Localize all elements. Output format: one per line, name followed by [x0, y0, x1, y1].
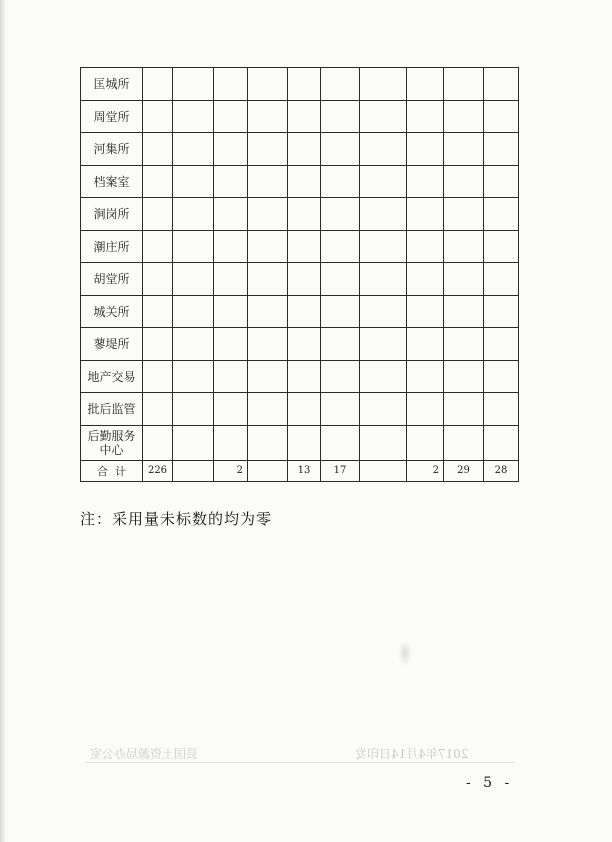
row-label: 潮庄所 [81, 230, 143, 263]
table-cell [360, 133, 407, 166]
table-cell [444, 230, 484, 263]
table-cell [407, 328, 444, 361]
table-cell [360, 198, 407, 231]
table-cell [173, 425, 214, 460]
table-cell [407, 68, 444, 101]
table-cell [248, 295, 288, 328]
table-cell [214, 328, 248, 361]
table-cell [407, 100, 444, 133]
table-cell [288, 328, 321, 361]
table-cell [407, 360, 444, 393]
table-cell [360, 165, 407, 198]
row-label [81, 425, 143, 460]
table-cell [444, 68, 484, 101]
table-cell [484, 198, 519, 231]
table-cell [360, 230, 407, 263]
table-row [81, 263, 519, 296]
table-cell [288, 198, 321, 231]
table-cell [288, 360, 321, 393]
table-cell [143, 68, 173, 101]
footer-bleedthrough-left: 县国土资源局办公室 [90, 747, 199, 761]
table-row [81, 100, 519, 133]
total-cell: 29 [444, 460, 484, 481]
table-cell [214, 263, 248, 296]
table-cell [288, 263, 321, 296]
table-cell [484, 133, 519, 166]
table-cell [173, 198, 214, 231]
table-cell [143, 393, 173, 426]
total-cell: 226 [143, 460, 173, 481]
table-cell [360, 328, 407, 361]
table-cell [484, 100, 519, 133]
table-cell [248, 230, 288, 263]
row-label: 城关所 [81, 295, 143, 328]
table-cell [444, 198, 484, 231]
table-cell [173, 230, 214, 263]
table-cell [360, 295, 407, 328]
table-cell [248, 263, 288, 296]
table-row [81, 230, 519, 263]
table-cell [407, 230, 444, 263]
table-cell [444, 425, 484, 460]
table-cell [407, 295, 444, 328]
table-cell [143, 230, 173, 263]
row-label-line: 后勤服务 [87, 428, 136, 443]
total-row [81, 460, 519, 481]
row-label: 蓼堤所 [81, 328, 143, 361]
table-cell [288, 165, 321, 198]
table-cell [444, 393, 484, 426]
table-cell [248, 100, 288, 133]
table-cell [360, 100, 407, 133]
table-cell [288, 393, 321, 426]
table-cell [143, 360, 173, 393]
table-body [81, 68, 519, 482]
total-cell: 13 [288, 460, 321, 481]
table-cell [321, 393, 360, 426]
table-cell [407, 198, 444, 231]
table-cell [288, 100, 321, 133]
table-cell [288, 295, 321, 328]
table-cell [321, 295, 360, 328]
table-cell [288, 133, 321, 166]
table-cell [444, 360, 484, 393]
row-label: 胡堂所 [81, 263, 143, 296]
table-cell [321, 230, 360, 263]
page-edge-shadow [0, 0, 6, 842]
table-cell [214, 295, 248, 328]
table-cell [173, 295, 214, 328]
total-cell: 2 [407, 460, 444, 481]
table-cell [360, 263, 407, 296]
table-cell [444, 100, 484, 133]
table-cell [444, 295, 484, 328]
table-cell [407, 393, 444, 426]
table-cell [173, 328, 214, 361]
table-cell [173, 360, 214, 393]
footer-bleedthrough-right: 2017年4月14日印发 [355, 747, 469, 761]
table-cell [248, 165, 288, 198]
table-cell [321, 360, 360, 393]
table-cell [248, 198, 288, 231]
table-cell [173, 393, 214, 426]
table-cell [248, 133, 288, 166]
table-cell [288, 68, 321, 101]
table-cell [214, 393, 248, 426]
paper-smudge [398, 640, 412, 666]
table-row [81, 165, 519, 198]
table-cell [248, 360, 288, 393]
table-row [81, 133, 519, 166]
table-cell [484, 295, 519, 328]
table-cell [143, 425, 173, 460]
table-row [81, 425, 519, 460]
table-cell [143, 198, 173, 231]
table-cell [321, 165, 360, 198]
table-cell [214, 165, 248, 198]
row-label: 周堂所 [81, 100, 143, 133]
table-cell [288, 425, 321, 460]
table-cell [407, 165, 444, 198]
table-cell [407, 425, 444, 460]
footer-divider [85, 762, 515, 763]
table-cell [484, 328, 519, 361]
table-cell [173, 263, 214, 296]
table-note: 注：采用量未标数的均为零 [80, 510, 273, 528]
table-row [81, 68, 519, 101]
table-cell [248, 68, 288, 101]
table-cell [444, 133, 484, 166]
table-cell [444, 165, 484, 198]
table-cell [214, 100, 248, 133]
table-cell [214, 133, 248, 166]
table-cell [173, 165, 214, 198]
total-cell: 2 [214, 460, 248, 481]
table-cell [143, 165, 173, 198]
total-cell: 17 [321, 460, 360, 481]
page-number: - 5 - [466, 775, 514, 791]
table-cell [360, 425, 407, 460]
table-row [81, 393, 519, 426]
row-label: 涧岗所 [81, 198, 143, 231]
table-cell [407, 263, 444, 296]
table-cell [173, 68, 214, 101]
table-cell [484, 393, 519, 426]
table-cell [484, 425, 519, 460]
table-cell [321, 263, 360, 296]
table-cell [321, 100, 360, 133]
table-cell [321, 198, 360, 231]
table-cell [214, 425, 248, 460]
table-cell [360, 68, 407, 101]
row-label: 地产交易 [81, 360, 143, 393]
table-cell [173, 100, 214, 133]
row-label-line: 中心 [99, 442, 124, 457]
table-cell [214, 198, 248, 231]
total-cell [248, 460, 288, 481]
table-cell [484, 360, 519, 393]
table-cell [214, 68, 248, 101]
table-row [81, 360, 519, 393]
table-cell [444, 263, 484, 296]
table-row [81, 295, 519, 328]
total-cell [173, 460, 214, 481]
table-cell [321, 68, 360, 101]
table-cell [321, 133, 360, 166]
total-label: 合 计 [81, 460, 143, 481]
table-cell [248, 328, 288, 361]
statistics-table [80, 67, 519, 482]
table-cell [484, 165, 519, 198]
table-cell [288, 230, 321, 263]
total-cell: 28 [484, 460, 519, 481]
table-cell [214, 230, 248, 263]
table-cell [214, 360, 248, 393]
table-cell [321, 328, 360, 361]
table-cell [407, 133, 444, 166]
table-row [81, 328, 519, 361]
row-label: 河集所 [81, 133, 143, 166]
table-cell [173, 133, 214, 166]
table-cell [143, 263, 173, 296]
total-cell [360, 460, 407, 481]
row-label: 批后监管 [81, 393, 143, 426]
table-cell [484, 230, 519, 263]
table-row [81, 198, 519, 231]
table-cell [360, 360, 407, 393]
table-cell [484, 68, 519, 101]
table-cell [248, 425, 288, 460]
row-label: 匡城所 [81, 68, 143, 101]
table-cell [484, 263, 519, 296]
table-cell [143, 328, 173, 361]
table-cell [444, 328, 484, 361]
table-cell [248, 393, 288, 426]
row-label: 档案室 [81, 165, 143, 198]
table-cell [360, 393, 407, 426]
table-cell [143, 100, 173, 133]
table-cell [143, 133, 173, 166]
table-cell [143, 295, 173, 328]
table-cell [321, 425, 360, 460]
